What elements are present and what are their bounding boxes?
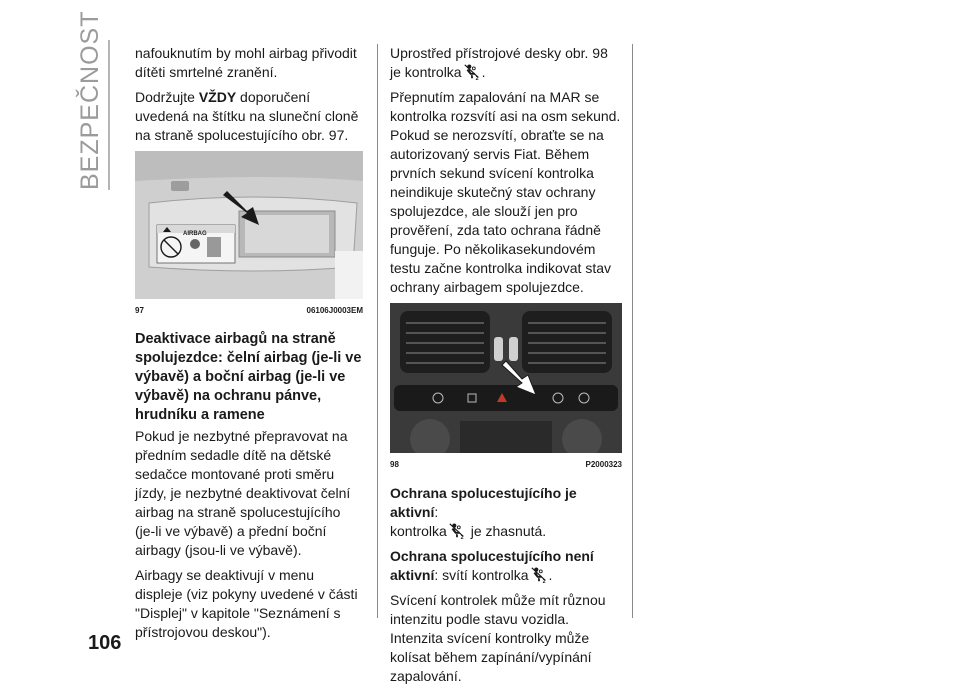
text: : svítí kontrolka: [434, 567, 529, 583]
figure-98: [390, 303, 622, 474]
passenger-airbag-off-icon: [463, 63, 481, 81]
column-divider: [632, 44, 633, 618]
figure-caption: [135, 301, 363, 320]
dashboard-photo: [390, 303, 622, 453]
sun-visor-photo: [135, 151, 363, 299]
subheading: Ochrana spolucestujícího není: [390, 548, 594, 564]
figure-code: P2000323: [585, 460, 622, 469]
subheading: Ochrana spolucestujícího je aktivní: [390, 485, 577, 520]
text: je zhasnutá.: [466, 523, 547, 539]
figure-97: [135, 151, 363, 320]
page-number: 106: [88, 632, 122, 654]
paragraph: Přepnutím zapalování na MAR se kontrolka rozsvítí asi na osm sekund. Pokud se nerozsvítí, obraťte se na autorizovaný servis Fiat. Během prvních sekund svícení kontrolka neindikuje skutečný stav ochrany spolujezdce, ale slouží jen pro prověření, zda tato ochrana řádně funguje. Po několikasekundovém testu začne kontrolka indikovat stav ochrany airbagem spolujezdce.: [390, 89, 621, 295]
figure-number: 98: [390, 460, 399, 469]
text: .: [481, 64, 486, 80]
subheading: aktivní: [390, 567, 435, 583]
text: doporučení uvedená na štítku na sluneční cloně na straně spolucestujícího obr. 97.: [135, 89, 359, 143]
paragraph: nafouknutím by mohl airbag přivodit dítěti smrtelné zranění.: [135, 45, 357, 80]
text: Uprostřed přístrojové desky obr. 98 je kontrolka: [390, 45, 608, 80]
figure-code: 06106J0003EM: [306, 306, 363, 315]
text: Dodržujte: [135, 89, 199, 105]
left-column: [135, 44, 363, 648]
paragraph: Svícení kontrolek může mít různou intenzitu podle stavu vozidla. Intenzita svícení kontrolky může kolísat během zapínání/vypínání zapalování.: [390, 592, 606, 684]
passenger-airbag-off-icon: [448, 522, 466, 540]
section-label: BEZPEČNOST: [76, 10, 104, 190]
paragraph: [390, 547, 622, 585]
section-heading: Deaktivace airbagů na straně spolujezdce: čelní airbag (je-li ve výbavě) a boční airbag (je-li ve výbavě) na ochranu pánve, hrudníku a ramene: [135, 331, 362, 423]
text: kontrolka: [390, 523, 447, 539]
section-tab: [74, 10, 110, 190]
paragraph: [390, 44, 622, 82]
figure-number: 97: [135, 306, 144, 315]
text: .: [548, 567, 553, 583]
figure-caption: [390, 455, 622, 474]
right-column: [390, 44, 622, 692]
column-divider: [377, 44, 378, 618]
dashboard-illustration: [390, 303, 622, 453]
passenger-airbag-off-icon: [530, 566, 548, 584]
sticker-label: AIRBAG: [183, 231, 207, 237]
emphasis: VŽDY: [198, 89, 237, 105]
paragraph: Airbagy se deaktivují v menu displeje (viz pokyny uvedené v části "Displej" v kapitole "Seznámení s přístrojovou deskou").: [135, 567, 358, 640]
paragraph: [135, 88, 363, 145]
sun-visor-illustration: [135, 151, 363, 299]
paragraph: Pokud je nezbytné přepravovat na předním sedadle dítě na dětské sedačce montované proti směru jízdy, je nezbytné deaktivovat čelní airbag na straně spolucestujícího (je-li ve výbavě) a přední boční airbagy (jsou-li ve výbavě).: [135, 428, 351, 558]
paragraph: [390, 484, 622, 541]
text: :: [434, 504, 439, 520]
